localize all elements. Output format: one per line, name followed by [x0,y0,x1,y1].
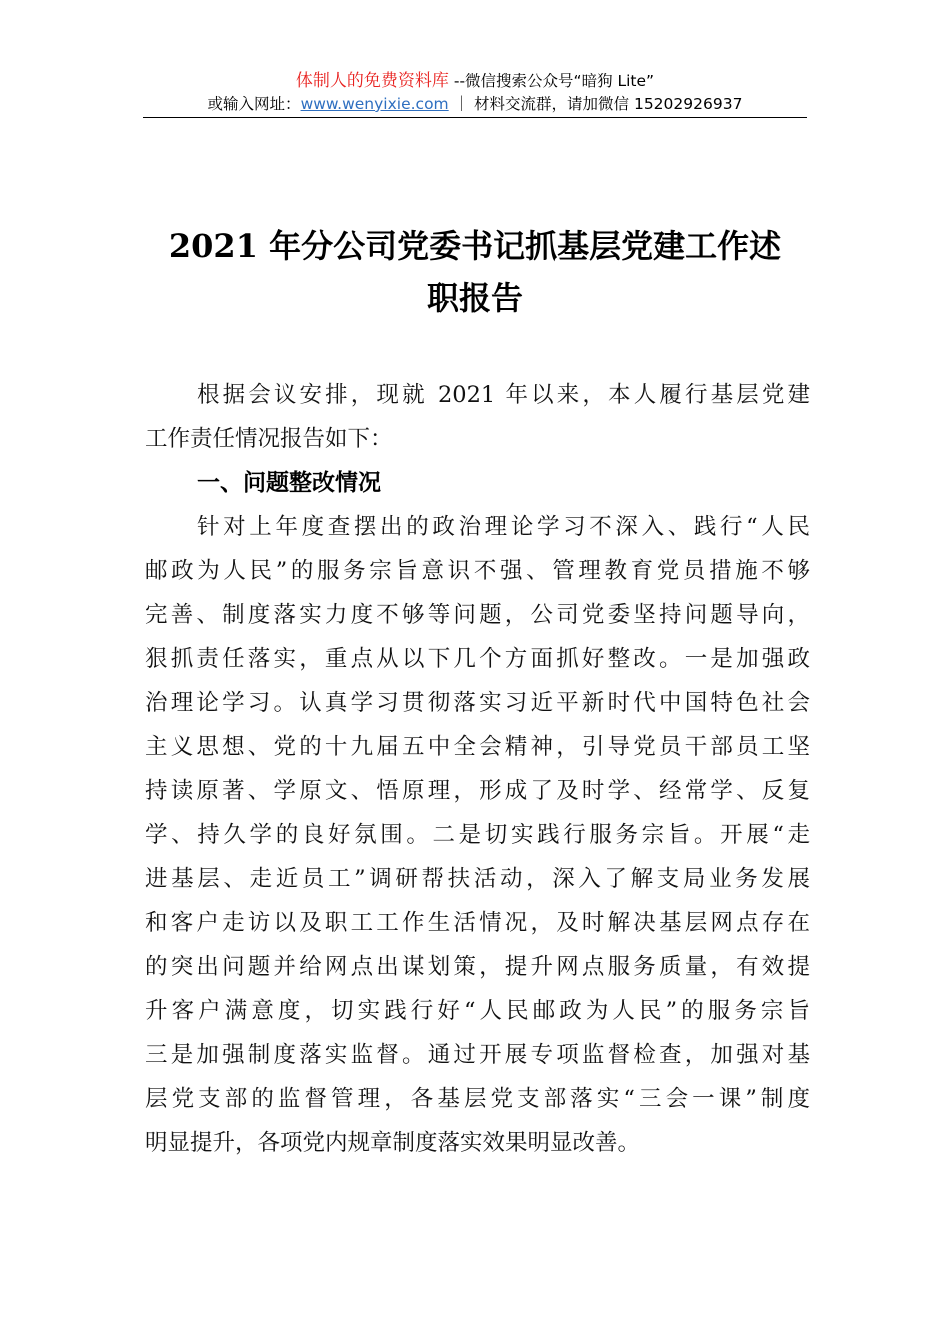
body-line: 学、持久学的良好氛围。二是切实践行服务宗旨。开展“走 [145,822,810,848]
intro-line: 工作责任情况报告如下： [145,426,393,452]
document-title-line-2: 职报告 [426,279,523,317]
document-title-line-1: 2021 年分公司党委书记抓基层党建工作述 [168,227,782,265]
website-link[interactable]: www.wenyixie.com [300,95,449,113]
header-tagline: --微信搜索公众号“暗狗 Lite” [448,72,655,90]
body-line: 主义思想、党的十九届五中全会精神，引导党员干部员工坚 [145,734,810,760]
header-line-1 [143,70,807,92]
body-line: 的突出问题并给网点出谋划策，提升网点服务质量，有效提 [145,954,810,980]
body-line: 治理论学习。认真学习贯彻落实习近平新时代中国特色社会 [145,690,810,716]
url-prefix: 或输入网址： [207,95,301,113]
body-line: 升客户满意度，切实践行好“人民邮政为人民”的服务宗旨 [145,998,810,1024]
section-heading: 一、问题整改情况 [197,470,381,496]
body-line: 针对上年度查摆出的政治理论学习不深入、践行“人民 [197,514,810,540]
body-line: 持读原著、学原文、悟原理，形成了及时学、经常学、反复 [145,778,810,804]
body-line: 完善、制度落实力度不够等问题，公司党委坚持问题导向， [145,602,810,628]
body-line: 明显提升，各项党内规章制度落实效果明显改善。 [145,1130,641,1156]
contact-info: ｜ 材料交流群，请加微信 15202926937 [448,95,743,113]
body-line: 层党支部的监督管理，各基层党支部落实“三会一课”制度 [145,1086,810,1112]
body-line: 邮政为人民”的服务宗旨意识不强、管理教育党员措施不够 [145,558,810,584]
body-line: 和客户走访以及职工工作生活情况，及时解决基层网点存在 [145,910,810,936]
body-line: 进基层、走近员工”调研帮扶活动，深入了解支局业务发展 [145,866,810,892]
header-line-2 [143,93,807,115]
header-divider [143,117,807,118]
body-line: 狠抓责任落实，重点从以下几个方面抓好整改。一是加强政 [145,646,810,672]
body-line: 三是加强制度落实监督。通过开展专项监督检查，加强对基 [145,1042,810,1068]
intro-line: 根据会议安排，现就 2021 年以来，本人履行基层党建 [197,382,810,408]
brand-name: 体制人的免费资料库 [295,71,449,91]
